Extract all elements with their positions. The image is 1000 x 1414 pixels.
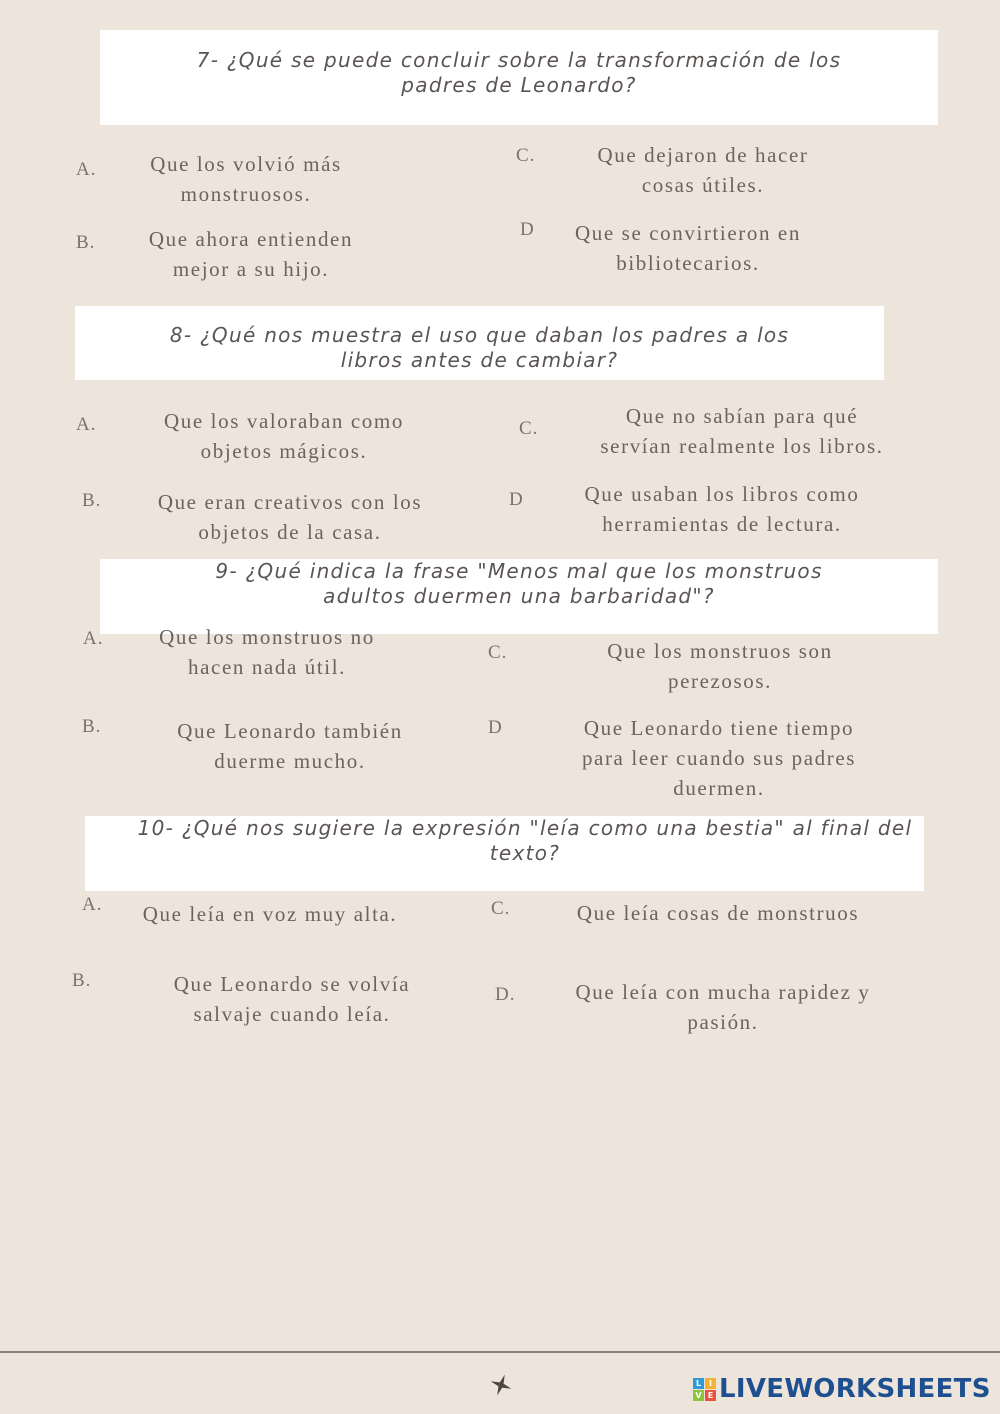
option-letter: D	[520, 219, 535, 240]
brand-name: LIVEWORKSHEETS	[719, 1374, 991, 1404]
logo-letter: L	[693, 1378, 704, 1389]
logo-letter: V	[693, 1390, 704, 1401]
question-7-option-b[interactable]: Que ahora entienden mejor a su hijo.	[148, 227, 354, 281]
question-10-box	[85, 816, 924, 891]
question-7-option-d[interactable]: Que se convirtieron en bibliotecarios.	[575, 221, 801, 275]
option-letter: A.	[76, 159, 97, 180]
question-8-option-d[interactable]: Que usaban los libros como herramientas de lectura.	[584, 482, 860, 536]
question-8-option-a[interactable]: Que los valoraban como objetos mágicos.	[164, 409, 404, 463]
option-letter: C.	[516, 145, 536, 166]
option-letter: B.	[82, 490, 102, 511]
logo-letter: I	[705, 1378, 716, 1389]
option-letter: C.	[519, 418, 539, 439]
question-10-option-d[interactable]: Que leía con mucha rapidez y pasión.	[575, 980, 871, 1034]
question-10-text: 10- ¿Qué nos sugiere la expresión "leía como una bestia" al final del texto?	[137, 816, 913, 865]
option-letter: C.	[491, 898, 511, 919]
option-letter: C.	[488, 642, 508, 663]
question-8-option-c[interactable]: Que no sabían para qué servían realmente los libros.	[600, 404, 884, 458]
option-letter: B.	[72, 970, 92, 991]
question-7-text: 7- ¿Qué se puede concluir sobre la transformación de los padres de Leonardo?	[196, 48, 842, 97]
option-letter: D	[488, 717, 503, 738]
option-letter: B.	[82, 716, 102, 737]
question-8-text: 8- ¿Qué nos muestra el uso que daban los padres a los libros antes de cambiar?	[169, 323, 790, 372]
option-letter: D	[509, 489, 524, 510]
question-7-option-c[interactable]: Que dejaron de hacer cosas útiles.	[597, 143, 809, 197]
question-7-option-a[interactable]: Que los volvió más monstruosos.	[150, 152, 342, 206]
question-10-option-b[interactable]: Que Leonardo se volvía salvaje cuando leía.	[173, 972, 411, 1026]
liveworksheets-logo-icon	[693, 1378, 716, 1401]
question-9-option-d[interactable]: Que Leonardo tiene tiempo para leer cuando sus padres duermen.	[581, 716, 857, 800]
question-10-option-c[interactable]: Que leía cosas de monstruos	[576, 901, 860, 925]
question-10-option-a[interactable]: Que leía en voz muy alta.	[142, 902, 398, 926]
option-letter: A.	[76, 414, 97, 435]
question-9-text: 9- ¿Qué indica la frase "Menos mal que los monstruos adultos duermen una barbaridad"?	[215, 559, 823, 608]
option-letter: B.	[76, 232, 96, 253]
liveworksheets-brand	[693, 1373, 991, 1405]
logo-letter: E	[705, 1390, 716, 1401]
option-letter: A.	[83, 628, 104, 649]
footer-divider	[0, 1351, 1000, 1353]
question-8-option-b[interactable]: Que eran creativos con los objetos de la casa.	[157, 490, 423, 544]
question-9-option-a[interactable]: Que los monstruos no hacen nada útil.	[159, 625, 375, 679]
question-8-box	[75, 306, 884, 380]
option-letter: A.	[82, 894, 103, 915]
question-7-box	[100, 30, 938, 125]
question-9-option-c[interactable]: Que los monstruos son perezosos.	[607, 639, 833, 693]
option-letter: D.	[495, 984, 516, 1005]
four-point-star-icon	[488, 1372, 514, 1398]
question-9-option-b[interactable]: Que Leonardo también duerme mucho.	[177, 719, 403, 773]
